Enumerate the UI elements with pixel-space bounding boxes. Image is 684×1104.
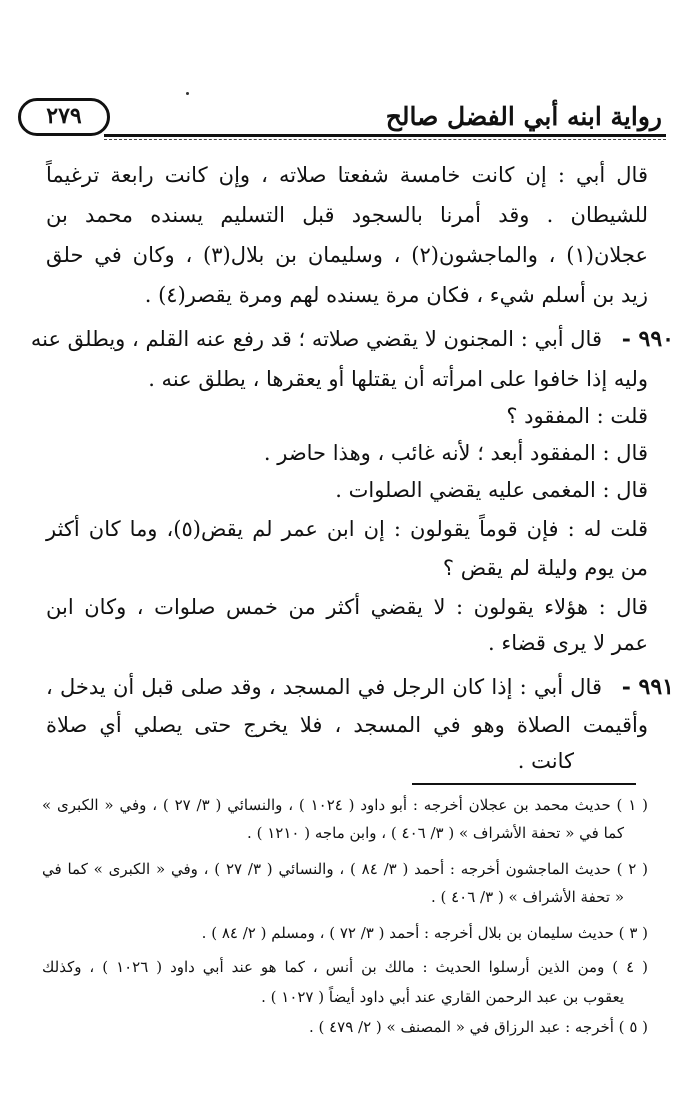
text-line: للشيطان . وقد أمرنا بالسجود قبل التسليم يسنده محمد بن	[46, 203, 648, 227]
footnote-line: ( ٣ ) حديث سليمان بن بلال أخرجه : أحمد ( ٣/ ٧٢ ) ، ومسلم ( ٢/ ٨٤ ) .	[201, 924, 648, 942]
text-line: وليه إذا خافوا على امرأته أن يقتلها أو يعقرها ، يطلق عنه .	[148, 367, 648, 391]
header-rule	[104, 134, 666, 137]
text-line: وأقيمت الصلاة وهو في المسجد ، فلا يخرج حتى يصلي أي صلاة	[46, 713, 648, 737]
footnote-line: كما في « تحفة الأشراف » ( ٣/ ٤٠٦ ) ، وابن ماجه ( ١٢١٠ ) .	[247, 824, 624, 842]
text-line: قال أبي : إذا كان الرجل في المسجد ، وقد صلى قبل أن يدخل ،	[46, 675, 602, 699]
text-line: قلت : المفقود ؟	[506, 404, 648, 428]
entry-number: ٩٩١ -	[621, 674, 674, 700]
entry-number: ٩٩٠ -	[621, 326, 674, 352]
footnote-line: يعقوب بن عبد الرحمن القاري عند أبي داود أيضاً ( ١٠٢٧ ) .	[261, 988, 624, 1006]
text-line: قال : المغمى عليه يقضي الصلوات .	[335, 478, 648, 502]
page-number: ٢٧٩	[46, 103, 82, 129]
footnote-line: ( ١ ) حديث محمد بن عجلان أخرجه : أبو داود ( ١٠٢٤ ) ، والنسائي ( ٣/ ٢٧ ) ، وفي « الكبرى »	[42, 796, 649, 814]
text-line: قال أبي : إن كانت خامسة شفعتا صلاته ، وإن كانت رابعة ترغيماً	[46, 163, 648, 187]
footnote-line: ( ٤ ) ومن الذين أرسلوا الحديث : مالك بن أنس ، كما هو عند أبي داود ( ١٠٢٦ ) ، وكذلك	[42, 958, 649, 976]
footnote-separator	[412, 783, 636, 785]
footnote-line: ( ٢ ) حديث الماجشون أخرجه : أحمد ( ٣/ ٨٤ ) ، والنسائي ( ٣/ ٢٧ ) ، وفي « الكبرى » كما في	[42, 860, 649, 878]
header-rule-dashed	[104, 139, 666, 140]
text-line: قال : المفقود أبعد ؛ لأنه غائب ، وهذا حاضر .	[263, 441, 648, 465]
text-line: كانت .	[517, 749, 574, 773]
footnote-line: « تحفة الأشراف » ( ٣/ ٤٠٦ ) .	[430, 888, 624, 906]
running-title: رواية ابنه أبي الفضل صالح	[385, 102, 662, 131]
page-number-badge	[18, 98, 110, 136]
text-line: قال أبي : المجنون لا يقضي صلاته ؛ قد رفع عنه القلم ، ويطلق عنه	[30, 327, 602, 351]
footnote-line: ( ٥ ) أخرجه : عبد الرزاق في « المصنف » ( ٢/ ٤٧٩ ) .	[308, 1018, 648, 1036]
text-line: عمر لا يرى قضاء .	[487, 631, 648, 655]
text-line: قال : هؤلاء يقولون : لا يقضي أكثر من خمس صلوات ، وكان ابن	[46, 595, 648, 619]
text-line: زيد بن أسلم شيء ، فكان مرة يسنده لهم ومرة يقصر(٤) .	[144, 283, 648, 307]
text-line: من يوم وليلة لم يقض ؟	[442, 556, 648, 580]
ink-dot	[186, 92, 189, 95]
page-header	[18, 96, 666, 142]
text-line: قلت له : فإن قوماً يقولون : إن ابن عمر لم يقض(٥)، وما كان أكثر	[46, 517, 649, 541]
text-line: عجلان(١) ، والماجشون(٢) ، وسليمان بن بلال(٣) ، وكان في حلق	[46, 243, 648, 267]
